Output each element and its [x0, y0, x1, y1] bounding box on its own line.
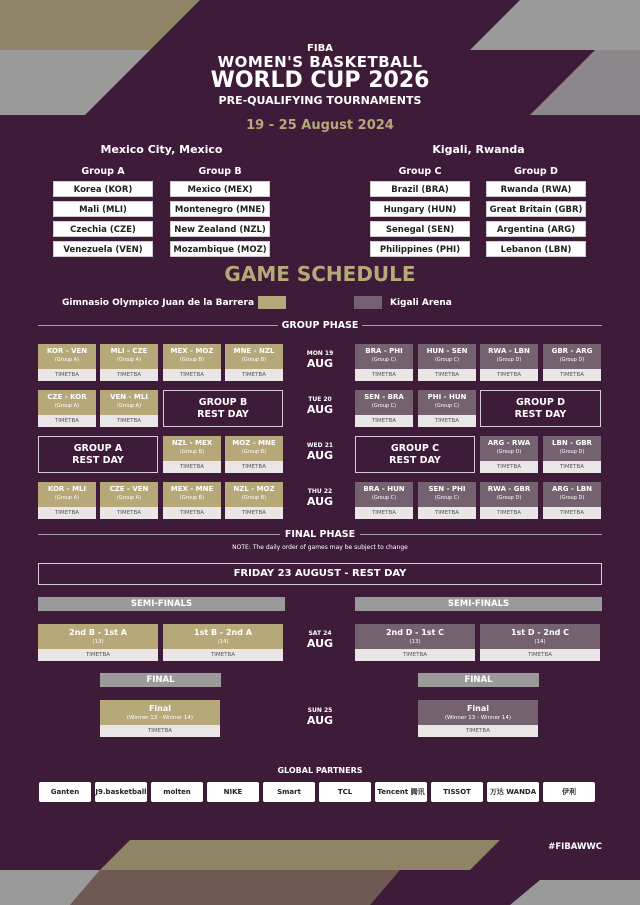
day-month: AUG — [306, 403, 334, 416]
game-matchup — [418, 390, 476, 415]
semis-label-right: SEMI-FINALS — [355, 597, 602, 611]
game-group: (Group C) — [434, 357, 460, 363]
semi-teams: 2nd D - 1st C — [385, 628, 445, 637]
game-card — [418, 482, 476, 519]
semi-teams: 1st D - 2nd C — [510, 628, 570, 637]
game-time: TIMETBA — [38, 369, 96, 381]
day-date: SUN 25 — [307, 707, 333, 714]
game-card — [225, 482, 283, 519]
game-card — [225, 344, 283, 381]
game-group: (Group B) — [179, 449, 205, 455]
day-label — [299, 350, 341, 370]
game-card — [480, 344, 538, 381]
game-card — [355, 390, 413, 427]
team-entry: Argentina (ARG) — [486, 221, 586, 237]
game-time: TIMETBA — [480, 507, 538, 519]
day-month: AUG — [306, 714, 334, 727]
final-label-left: FINAL — [100, 673, 221, 687]
game-group: (Group D) — [559, 449, 585, 455]
partner-logo: NIKE — [207, 782, 259, 802]
team-entry: Mozambique (MOZ) — [170, 241, 270, 257]
group-name: Group D — [514, 166, 558, 177]
semi-matchup — [38, 624, 158, 649]
game-time: TIMETBA — [418, 369, 476, 381]
game-group: (Group C) — [371, 403, 397, 409]
semis-day-label — [299, 630, 341, 650]
game-teams: CZE - VEN — [109, 485, 149, 493]
game-group: (Group A) — [54, 403, 80, 409]
rest-day-banner: FRIDAY 23 AUGUST - REST DAY — [38, 563, 602, 585]
game-group: (Group A) — [54, 357, 80, 363]
game-matchup — [418, 482, 476, 507]
semi-teams: 1st B - 2nd A — [194, 628, 252, 637]
semi-matchup — [418, 700, 538, 725]
partners-title: GLOBAL PARTNERS — [277, 766, 363, 775]
game-card — [38, 344, 96, 381]
game-teams: NZL - MOZ — [233, 485, 275, 493]
game-teams: MEX - MNE — [170, 485, 214, 493]
game-time: TIMETBA — [163, 369, 221, 381]
semi-number: (14) — [534, 639, 546, 645]
game-teams: ARG - RWA — [487, 439, 531, 447]
group-name: Group B — [198, 166, 242, 177]
semi-matchup — [163, 624, 283, 649]
game-matchup — [480, 436, 538, 461]
game-matchup — [480, 344, 538, 369]
team-entry: Mali (MLI) — [53, 201, 153, 217]
game-teams: RWA - GBR — [487, 485, 531, 493]
final-phase-title: FINAL PHASE — [284, 529, 356, 540]
schedule-note: NOTE: The daily order of games may be subject to change — [232, 544, 408, 551]
team-entry: Senegal (SEN) — [370, 221, 470, 237]
game-group: (Group A) — [54, 495, 80, 501]
day-month: AUG — [306, 495, 334, 508]
partner-logo: TCL — [319, 782, 371, 802]
game-matchup — [100, 344, 158, 369]
game-time: TIMETBA — [355, 369, 413, 381]
semi-matchup — [480, 624, 600, 649]
semi-final-card — [480, 624, 600, 661]
game-teams: SEN - BRA — [364, 393, 404, 401]
semi-time: TIMETBA — [418, 725, 538, 737]
game-group: (Group A) — [116, 357, 142, 363]
game-card — [543, 436, 601, 473]
hashtag: #FIBAWWC — [548, 842, 602, 852]
semi-number: (13) — [409, 639, 421, 645]
team-entry: Hungary (HUN) — [370, 201, 470, 217]
semi-number: (14) — [217, 639, 229, 645]
team-entry: Czechia (CZE) — [53, 221, 153, 237]
game-card — [480, 482, 538, 519]
semi-matchup — [355, 624, 475, 649]
game-time: TIMETBA — [418, 507, 476, 519]
game-group: (Group C) — [434, 495, 460, 501]
group-name: Group C — [398, 166, 442, 177]
legend-left-label: Gimnasio Olympico Juan de la Barrera — [62, 298, 255, 308]
partner-logo: 伊利 — [543, 782, 595, 802]
title-line2: WORLD CUP 2026 — [210, 68, 430, 93]
semi-time: TIMETBA — [38, 649, 158, 661]
game-group: (Group B) — [241, 495, 267, 501]
group-phase-title: GROUP PHASE — [281, 320, 359, 331]
day-label — [299, 442, 341, 462]
game-card — [355, 482, 413, 519]
venue-city: Kigali, Rwanda — [432, 143, 525, 156]
game-card — [355, 344, 413, 381]
semi-number: (Winner 13 - Winner 14) — [444, 715, 512, 721]
game-matchup — [163, 482, 221, 507]
game-time: TIMETBA — [225, 369, 283, 381]
final-day-label — [299, 707, 341, 727]
rest-day-box: GROUP C REST DAY — [355, 436, 475, 473]
game-teams: BRA - HUN — [363, 485, 405, 493]
game-matchup — [355, 390, 413, 415]
semi-final-card — [38, 624, 158, 661]
team-entry: Great Britain (GBR) — [486, 201, 586, 217]
game-matchup — [163, 344, 221, 369]
game-matchup — [163, 436, 221, 461]
game-time: TIMETBA — [480, 369, 538, 381]
game-card — [38, 482, 96, 519]
game-time: TIMETBA — [225, 461, 283, 473]
game-matchup — [355, 482, 413, 507]
team-entry: Lebanon (LBN) — [486, 241, 586, 257]
team-entry: Korea (KOR) — [53, 181, 153, 197]
game-time: TIMETBA — [480, 461, 538, 473]
semi-time: TIMETBA — [480, 649, 600, 661]
game-matchup — [100, 482, 158, 507]
day-date: TUE 20 — [308, 396, 332, 403]
game-time: TIMETBA — [38, 507, 96, 519]
game-matchup — [225, 436, 283, 461]
team-entry: New Zealand (NZL) — [170, 221, 270, 237]
game-matchup — [38, 390, 96, 415]
semi-final-card — [355, 624, 475, 661]
game-group: (Group D) — [559, 495, 585, 501]
game-card — [543, 344, 601, 381]
game-matchup — [418, 344, 476, 369]
game-group: (Group A) — [116, 403, 142, 409]
game-time: TIMETBA — [100, 415, 158, 427]
game-matchup — [543, 344, 601, 369]
team-entry: Philippines (PHI) — [370, 241, 470, 257]
game-card — [418, 344, 476, 381]
day-label — [299, 396, 341, 416]
venue-city: Mexico City, Mexico — [100, 143, 223, 156]
partner-logo: Tencent 腾讯 — [375, 782, 427, 802]
semi-final-card — [163, 624, 283, 661]
semi-teams: Final — [466, 704, 490, 713]
partner-logo: J9.basketball — [95, 782, 147, 802]
rest-day-box: GROUP D REST DAY — [480, 390, 601, 427]
game-group: (Group D) — [496, 449, 522, 455]
semi-number: (13) — [92, 639, 104, 645]
game-time: TIMETBA — [355, 507, 413, 519]
game-teams: RWA - LBN — [488, 347, 530, 355]
group-phase-line-right — [362, 325, 602, 326]
game-matchup — [225, 344, 283, 369]
rest-day-box: GROUP A REST DAY — [38, 436, 158, 473]
team-entry: Venezuela (VEN) — [53, 241, 153, 257]
game-teams: CZE - KOR — [47, 393, 87, 401]
day-date: SAT 24 — [308, 630, 332, 637]
game-time: TIMETBA — [163, 507, 221, 519]
day-month: AUG — [306, 637, 334, 650]
game-matchup — [100, 390, 158, 415]
game-group: (Group B) — [241, 357, 267, 363]
game-matchup — [38, 344, 96, 369]
game-card — [100, 344, 158, 381]
game-card — [100, 390, 158, 427]
game-group: (Group B) — [241, 449, 267, 455]
semi-time: TIMETBA — [100, 725, 220, 737]
day-date: WED 21 — [306, 442, 334, 449]
game-teams: MLI - CZE — [110, 347, 148, 355]
game-teams: HUN - SEN — [426, 347, 468, 355]
game-group: (Group A) — [116, 495, 142, 501]
semi-teams: 2nd B - 1st A — [69, 628, 127, 637]
game-time: TIMETBA — [163, 461, 221, 473]
game-group: (Group B) — [179, 495, 205, 501]
semi-matchup — [100, 700, 220, 725]
team-entry: Montenegro (MNE) — [170, 201, 270, 217]
game-time: TIMETBA — [38, 415, 96, 427]
game-teams: VEN - MLI — [110, 393, 148, 401]
fiba-logo-text: FIBA — [307, 43, 333, 54]
game-teams: LBN - GBR — [552, 439, 592, 447]
team-entry: Rwanda (RWA) — [486, 181, 586, 197]
game-card — [543, 482, 601, 519]
semi-final-card — [100, 700, 220, 737]
group-name: Group A — [81, 166, 125, 177]
game-card — [163, 344, 221, 381]
game-teams: NZL - MEX — [171, 439, 213, 447]
game-time: TIMETBA — [418, 415, 476, 427]
game-matchup — [543, 482, 601, 507]
partner-logo: Ganten — [39, 782, 91, 802]
game-group: (Group D) — [496, 357, 522, 363]
game-group: (Group C) — [371, 357, 397, 363]
game-card — [163, 436, 221, 473]
game-time: TIMETBA — [543, 461, 601, 473]
game-teams: MNE - NZL — [233, 347, 275, 355]
semi-time: TIMETBA — [355, 649, 475, 661]
game-time: TIMETBA — [100, 507, 158, 519]
game-time: TIMETBA — [100, 369, 158, 381]
game-teams: KOR - VEN — [46, 347, 88, 355]
rest-day-box: GROUP B REST DAY — [163, 390, 283, 427]
semi-number: (Winner 13 - Winner 14) — [126, 715, 194, 721]
team-entry: Mexico (MEX) — [170, 181, 270, 197]
game-group: (Group B) — [179, 357, 205, 363]
game-group: (Group C) — [371, 495, 397, 501]
schedule-title: GAME SCHEDULE — [224, 262, 416, 286]
game-teams: BRA - PHI — [365, 347, 403, 355]
partner-logo: 万达 WANDA — [487, 782, 539, 802]
game-teams: SEN - PHI — [428, 485, 466, 493]
game-time: TIMETBA — [543, 369, 601, 381]
semi-final-card — [418, 700, 538, 737]
partner-logo: molten — [151, 782, 203, 802]
game-teams: KOR - MLI — [47, 485, 87, 493]
title-line3: PRE-QUALIFYING TOURNAMENTS — [218, 94, 422, 107]
semis-label-left: SEMI-FINALS — [38, 597, 285, 611]
game-card — [225, 436, 283, 473]
day-date: MON 19 — [306, 350, 334, 357]
day-label — [299, 488, 341, 508]
game-matchup — [355, 344, 413, 369]
legend-right-swatch — [354, 296, 382, 309]
day-month: AUG — [306, 357, 334, 370]
semi-teams: Final — [148, 704, 172, 713]
game-group: (Group D) — [559, 357, 585, 363]
game-matchup — [225, 482, 283, 507]
game-card — [100, 482, 158, 519]
game-time: TIMETBA — [543, 507, 601, 519]
game-teams: MEX - MOZ — [170, 347, 214, 355]
team-entry: Brazil (BRA) — [370, 181, 470, 197]
game-card — [38, 390, 96, 427]
game-teams: GBR - ARG — [551, 347, 593, 355]
game-teams: ARG - LBN — [552, 485, 592, 493]
legend-right-label: Kigali Arena — [390, 298, 452, 308]
game-matchup — [38, 482, 96, 507]
day-month: AUG — [306, 449, 334, 462]
game-matchup — [543, 436, 601, 461]
game-matchup — [480, 482, 538, 507]
game-time: TIMETBA — [355, 415, 413, 427]
game-teams: PHI - HUN — [427, 393, 467, 401]
game-group: (Group C) — [434, 403, 460, 409]
game-card — [418, 390, 476, 427]
game-teams: MOZ - MNE — [232, 439, 276, 447]
day-date: THU 22 — [307, 488, 333, 495]
game-group: (Group D) — [496, 495, 522, 501]
partner-logo: Smart — [263, 782, 315, 802]
partner-logo: TISSOT — [431, 782, 483, 802]
game-card — [480, 436, 538, 473]
final-phase-line-right — [360, 534, 602, 535]
title-line1: WOMEN'S BASKETBALL — [217, 53, 423, 71]
legend-left-swatch — [258, 296, 286, 309]
game-time: TIMETBA — [225, 507, 283, 519]
game-card — [163, 482, 221, 519]
event-dates: 19 - 25 August 2024 — [246, 118, 394, 133]
semi-time: TIMETBA — [163, 649, 283, 661]
final-label-right: FINAL — [418, 673, 539, 687]
